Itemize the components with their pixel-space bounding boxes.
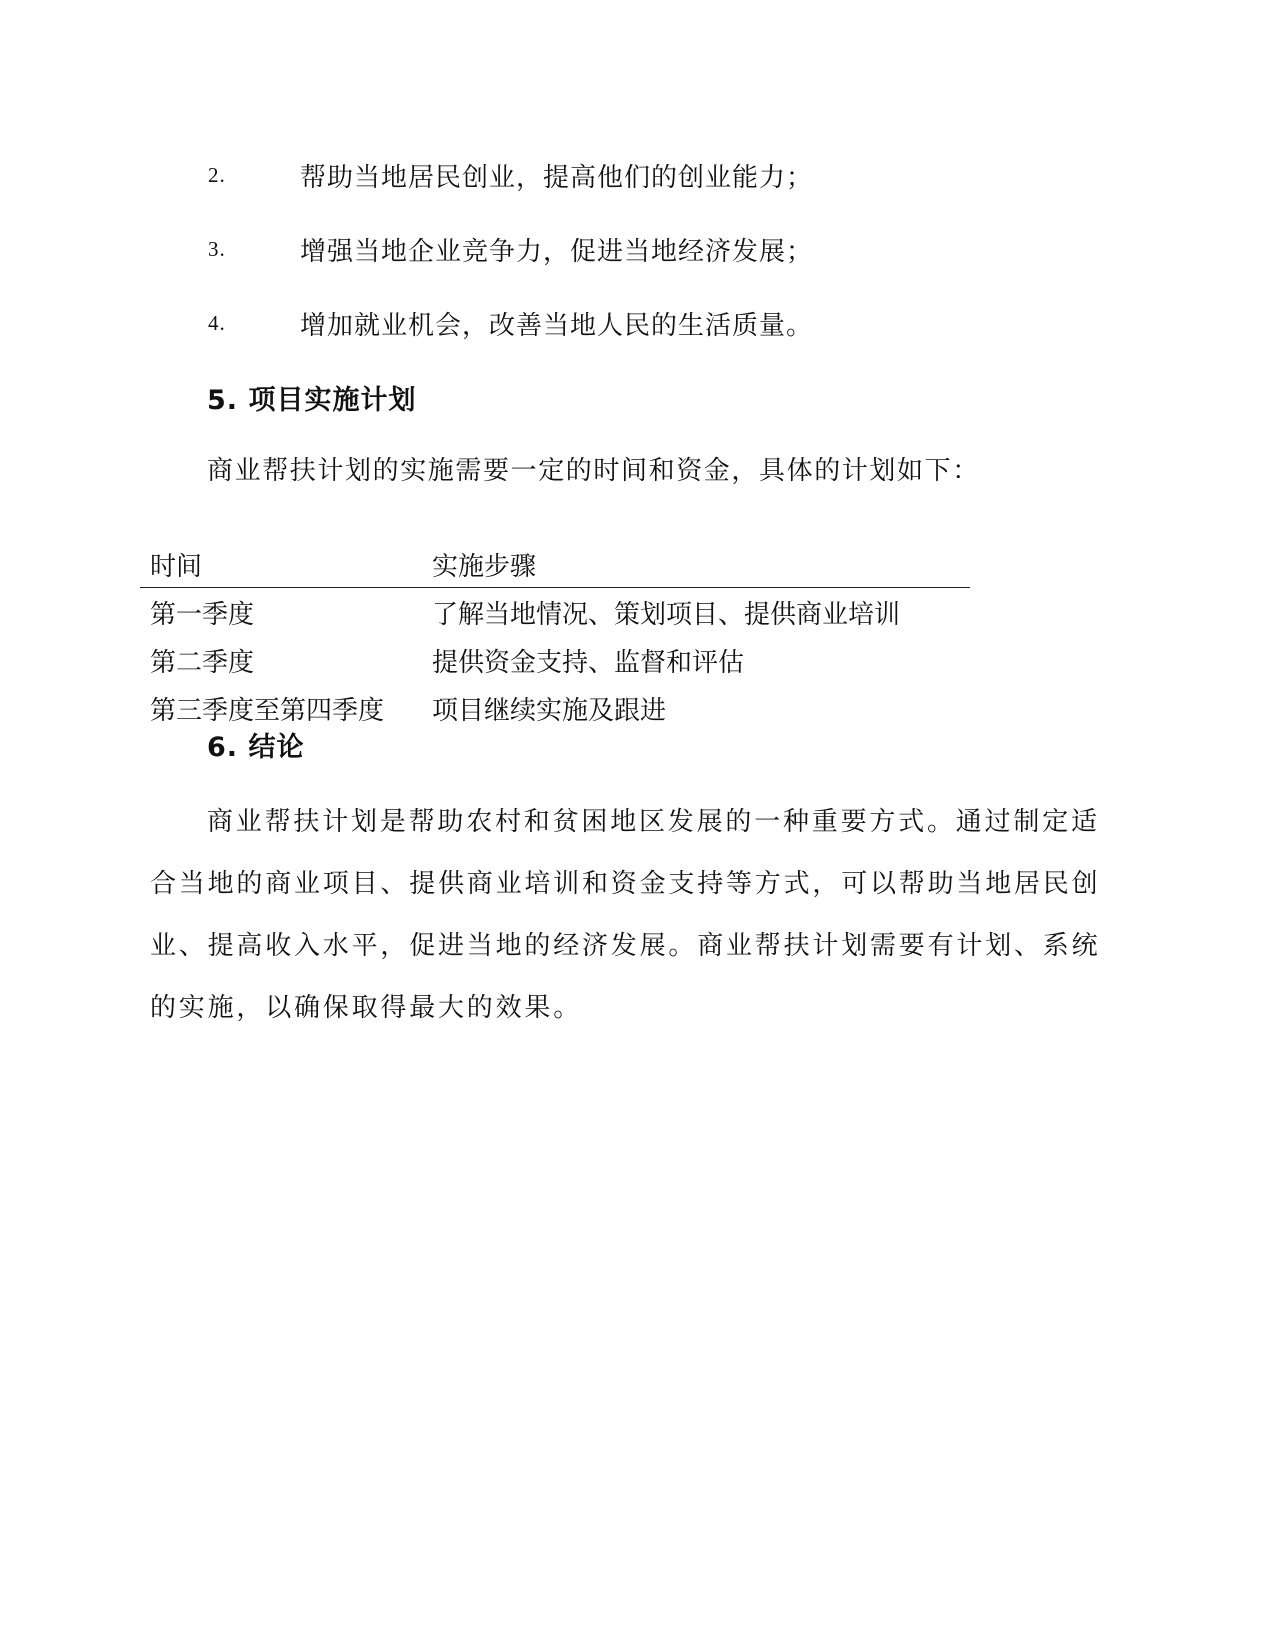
table-header-row xyxy=(140,545,970,588)
section-heading: 6. 结论 xyxy=(207,732,305,763)
conclusion-paragraph: 商业帮扶计划是帮助农村和贫困地区发展的一种重要方式。通过制定适合当地的商业项目、提供商业培训和资金支持等方式，可以帮助当地居民创业、提高收入水平，促进当地的经济发展。商业帮扶计划需要有计划、系统的实施，以确保取得最大的效果。 xyxy=(150,807,1101,1023)
table-row xyxy=(140,588,970,637)
list-number: 4. xyxy=(208,310,226,335)
list-item xyxy=(208,155,813,195)
section-intro: 商业帮扶计划的实施需要一定的时间和资金，具体的计划如下： xyxy=(207,456,980,486)
table-cell-steps: 了解当地情况、策划项目、提供商业培训 xyxy=(432,599,901,630)
table-row xyxy=(140,636,970,684)
list-item xyxy=(208,229,813,269)
table-header-time: 时间 xyxy=(140,545,422,588)
table-cell-time: 第二季度 xyxy=(150,647,255,678)
table-header-steps: 实施步骤 xyxy=(422,545,970,588)
list-text: 增加就业机会，改善当地人民的生活质量。 xyxy=(300,310,814,341)
list-number: 2. xyxy=(208,162,226,187)
list-text: 帮助当地居民创业，提高他们的创业能力； xyxy=(300,162,814,193)
table-cell-steps: 项目继续实施及跟进 xyxy=(432,695,667,726)
list-text: 增强当地企业竞争力，促进当地经济发展； xyxy=(300,236,814,267)
implementation-plan-table xyxy=(140,545,970,732)
list-number: 3. xyxy=(208,236,226,261)
list-item xyxy=(208,303,813,343)
table-cell-steps: 提供资金支持、监督和评估 xyxy=(432,647,745,678)
table-cell-time: 第一季度 xyxy=(150,599,255,630)
section-heading: 5. 项目实施计划 xyxy=(207,385,417,416)
table-cell-time: 第三季度至第四季度 xyxy=(150,695,385,726)
